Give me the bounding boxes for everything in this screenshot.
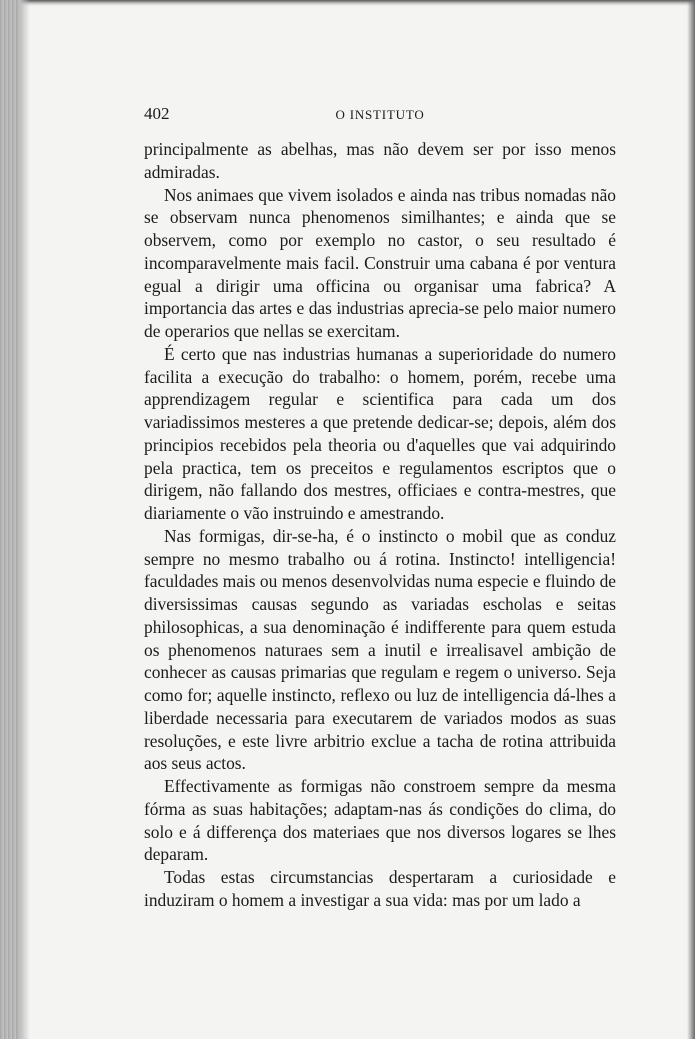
page-number: 402 xyxy=(144,104,170,123)
book-binding-edge xyxy=(0,0,20,1039)
paragraph: Todas estas circumstancias despertaram a curiosidade e induziram o homem a investigar a sua vida: mas por um lado a xyxy=(144,867,616,910)
running-head xyxy=(144,104,616,126)
journal-title: O INSTITUTO xyxy=(335,107,425,122)
page-top-shadow xyxy=(0,0,695,6)
paragraph: Nos animaes que vivem isolados e ainda nas tribus nomadas não se observam nunca phenomenos similhantes; e ainda que se observem, como por exemplo no castor, o seu resultado é incomparavelmente mais facil. Construir uma cabana é por ventura egual a dirigir uma officina ou organisar uma fabrica? A importancia das artes e das industrias aprecia-se pelo maior numero de operarios que nellas se exercitam. xyxy=(144,184,616,341)
binding-gutter-shadow xyxy=(20,0,30,1039)
paragraph: Effectivamente as formigas não constroem sempre da mesma fórma as suas habitações; adaptam-nas ás condições do clima, do solo e á differença dos materiaes que nos diversos logares se lhes deparam. xyxy=(144,776,616,865)
paragraph-continuation: principalmente as abelhas, mas não devem ser por isso menos admiradas. xyxy=(144,139,616,182)
body-text xyxy=(144,138,616,912)
page-right-edge-shadow xyxy=(687,0,695,1039)
paragraph: Nas formigas, dir-se-ha, é o instincto o mobil que as conduz sempre no mesmo trabalho ou á rotina. Instincto! intelligencia! faculdades mais ou menos desenvolvidas numa especie e fluindo de diversissimas causas segundo as variadas escholas e seitas philosophicas, a sua denominação é indifferente para quem estuda os phenomenos naturaes sem a inutil e irrealisavel ambição de conhecer as causas primarias que regulam e regem o universo. Seja como for; aquelle instincto, reflexo ou luz de intelligencia dá-lhes a liberdade necessaria para executarem de variados modos as suas resoluções, e este livre arbitrio exclue a tacha de rotina attribuida aos seus actos. xyxy=(144,525,616,774)
paragraph: É certo que nas industrias humanas a superioridade do numero facilita a execução do trabalho: o homem, porém, recebe uma apprendizagem regular e scientifica para cada um dos variadissimos mesteres a que pretende dedicar-se; depois, além dos principios recebidos pela theoria ou d'aquelles que vai adquirindo pela practica, tem os preceitos e regulamentos escriptos que o dirigem, não fallando dos mestres, officiaes e contra-mestres, que diariamente o vão instruindo e amestrando. xyxy=(144,343,616,523)
